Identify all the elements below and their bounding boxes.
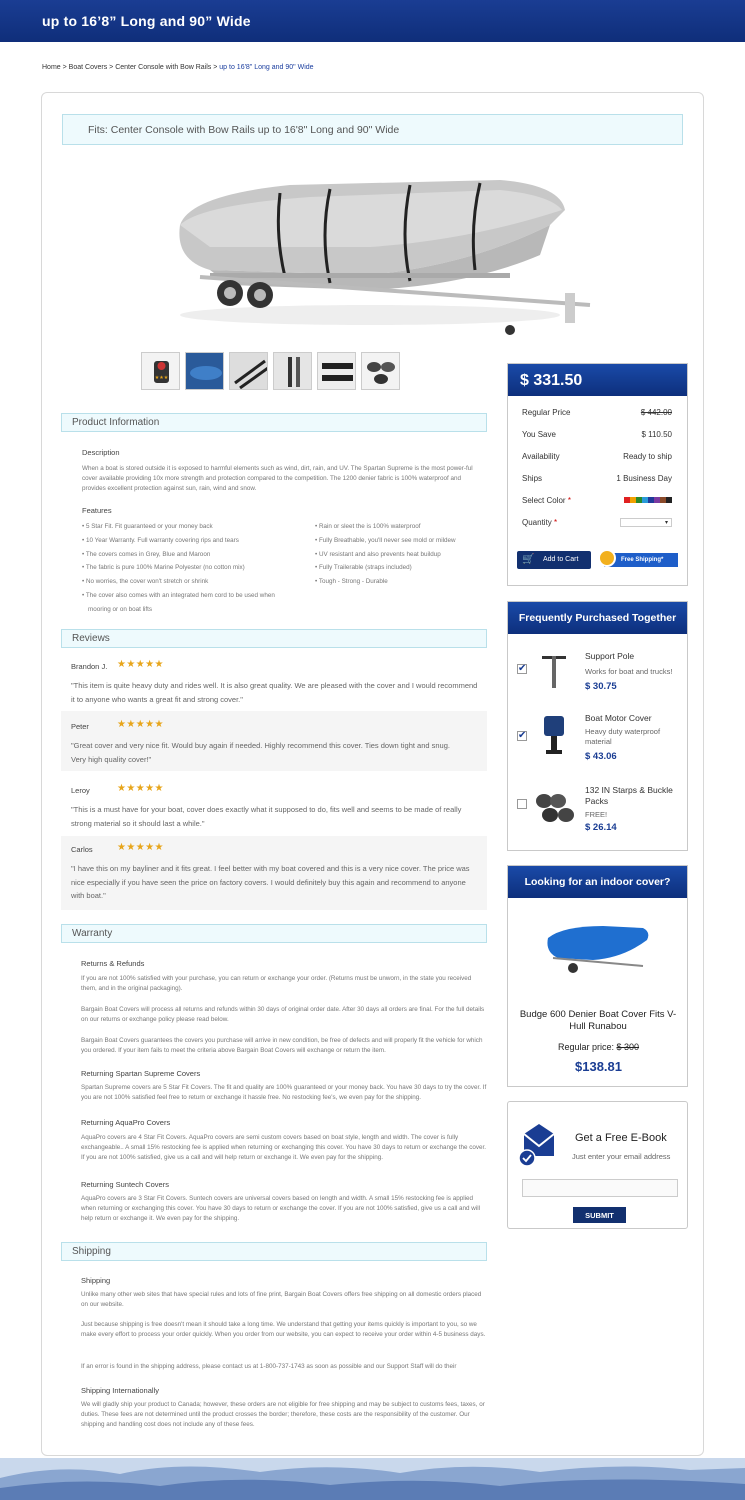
- fbt-item: [508, 647, 689, 707]
- breadcrumb-home[interactable]: Home: [42, 64, 61, 71]
- select-color-label: Select Color: [522, 496, 566, 505]
- features-list-left: [82, 520, 312, 617]
- breadcrumb-separator: >: [211, 64, 220, 71]
- thumbnail-strap-detail[interactable]: [229, 352, 268, 390]
- review-text: "This item is quite heavy duty and rides well. It is also great quality. We are pleased with the cover and I would recommend it to anyone who wants a great fit and strong cover.": [71, 681, 478, 704]
- star-rating-icon: ★★★★★: [117, 783, 164, 794]
- shipping-title: Shipping: [81, 1276, 111, 1285]
- feature-item: • 5 Star Fit. Fit guaranteed or your money back: [82, 523, 213, 530]
- page-title: up to 16’8” Long and 90” Wide: [42, 13, 251, 29]
- aquapro-title: Returning AquaPro Covers: [81, 1118, 171, 1127]
- ships-row: [522, 474, 672, 483]
- support-pole-icon: [534, 650, 574, 690]
- indoor-heading: Looking for an indoor cover?: [508, 866, 687, 898]
- description-text: When a boat is stored outside it is exposed to harmful elements such as wind, dirt, rain, and UV. The Spartan Supreme is the most power-ful cover available providing 10x more strength and protection compared to the competition. The 1200 denier fabric is 100% waterproof and provides excellent protection against sun, rain, wind and snow.: [82, 465, 473, 492]
- fbt-item-price: $ 26.14: [585, 822, 617, 833]
- fbt-item: [508, 709, 689, 769]
- returns-text: If you are not 100% satisfied with your purchase, you can return or exchange your order. (Returns must be unworn, in the state you received them, and in the original packaging).: [81, 975, 472, 992]
- ebook-subtitle: Just enter your email address: [572, 1152, 671, 1161]
- you-save-label: You Save: [522, 430, 556, 439]
- you-save-row: [522, 430, 672, 439]
- reviewer-name: Peter: [71, 722, 89, 731]
- review-text: "Great cover and very nice fit. Would buy again if needed. Highly recommend this cover. Ties down tight and snug. Very high quality cover!": [71, 741, 450, 764]
- thumbnail-buckle[interactable]: [273, 352, 312, 390]
- fbt-checkbox[interactable]: [517, 799, 527, 809]
- feature-item: • UV resistant and also prevents heat buildup: [315, 550, 441, 558]
- description-title: Description: [82, 448, 120, 457]
- breadcrumb-separator: >: [60, 64, 69, 71]
- feature-item: • 10 Year Warranty. Full warranty covering rips and tears: [82, 536, 239, 544]
- ships-value: 1 Business Day: [616, 474, 672, 483]
- reviewer-name: Leroy: [71, 786, 90, 795]
- free-shipping-badge: [604, 553, 678, 567]
- features-title: Features: [82, 506, 112, 515]
- product-information-heading: Product Information: [61, 413, 487, 432]
- add-to-cart-label: Add to Cart: [543, 556, 579, 563]
- thumbnail-5-star-fit[interactable]: [141, 352, 180, 390]
- availability-row: [522, 452, 672, 461]
- indoor-cover-box: [507, 865, 688, 1087]
- submit-button[interactable]: SUBMIT: [573, 1207, 626, 1223]
- fits-banner: Fits: Center Console with Bow Rails up to 16'8" Long and 90" Wide: [62, 114, 683, 145]
- add-to-cart-button[interactable]: [517, 551, 591, 569]
- select-color-row: [522, 496, 672, 505]
- frequently-purchased-box: [507, 601, 688, 851]
- warranty-heading: Warranty: [61, 924, 487, 943]
- shipping-text: Just because shipping is free doesn't mean it should take a long time. We understand that getting your items quickly is important to you, so we make every effort to process your order quickly. When you order from our website, you can expect to receive your order within 4-5 business days.: [81, 1321, 486, 1338]
- spartan-title: Returning Spartan Supreme Covers: [81, 1069, 201, 1078]
- thumbnail-straps[interactable]: [317, 352, 356, 390]
- suntech-title: Returning Suntech Covers: [81, 1180, 169, 1189]
- cart-icon: 🛒: [522, 554, 535, 565]
- sale-price: $ 331.50: [508, 364, 687, 396]
- indoor-product-name[interactable]: Budge 600 Denier Boat Cover Fits V- Hull Runabou: [519, 1009, 677, 1032]
- breadcrumb-category[interactable]: Center Console with Bow Rails: [115, 64, 212, 71]
- svg-text:★★★: ★★★: [154, 375, 169, 381]
- feature-item: • Tough - Strong - Durable: [315, 578, 388, 586]
- suntech-text: AquaPro covers are 3 Star Fit Covers. Suntech covers are universal covers based on length and width. A small 15% restocking fee is applied when returning or exchanging this cover. You have 30 days to return or exchange the cover. If you are not 100% satisfied, give us a call and will help return or exchange it. We even pay for the shipping.: [81, 1195, 481, 1222]
- indoor-regular-label: Regular price:: [557, 1042, 614, 1052]
- you-save-value: $ 110.50: [641, 430, 672, 439]
- color-swatches: [624, 497, 672, 503]
- motor-cover-icon: [534, 712, 574, 757]
- returns-text: Bargain Boat Covers guarantees the covers you purchase will arrive in new condition, be free of defects and will properly fit the vehicle for which you ordered. If your item fails to meet the criteria above Bargain Boat Covers will exchange or return the item.: [81, 1037, 483, 1054]
- fbt-item-price: $ 43.06: [585, 751, 617, 762]
- aquapro-text: AquaPro covers are 4 Star Fit Covers. AquaPro covers are semi custom covers based on boat style, length and width. The cover is fully exchangeable.. A small 15% restocking fee is applied when returning or exchanging this cover. You have 30 days to return or exchange the cover. If you are not 100% satisfied, give us a call and will help return or exchange it. We even pay for the shipping.: [81, 1134, 487, 1161]
- fbt-item-name[interactable]: Support Pole: [585, 651, 635, 661]
- envelope-check-icon: [518, 1122, 560, 1168]
- ships-label: Ships: [522, 474, 543, 483]
- mountain-footer: [0, 1458, 745, 1500]
- strap-packs-icon: [534, 787, 576, 827]
- breadcrumb: [42, 64, 314, 71]
- email-field[interactable]: [522, 1179, 678, 1197]
- features-list-right: [315, 520, 485, 589]
- breadcrumb-separator: >: [107, 64, 116, 71]
- regular-price-label: Regular Price: [522, 408, 571, 417]
- star-rating-icon: ★★★★★: [117, 842, 164, 853]
- feature-item: • No worries, the cover won't stretch or shrink: [82, 578, 209, 586]
- shipping-heading: Shipping: [61, 1242, 487, 1261]
- thumbnail-strip: [141, 352, 400, 390]
- color-swatch[interactable]: [666, 497, 672, 503]
- review-text: "I have this on my bayliner and it fits great. I feel better with my boat covered and this is a very nice cover. The price was nice especially if you have seen the price on factory covers. I would definitely buy this again and recommend to anyone with boat.": [71, 864, 470, 900]
- returns-text: Bargain Boat Covers will process all returns and refunds within 30 days of original order date. After 30 days all orders are final. For the full details on our returns or exchange policy please read below.: [81, 1006, 485, 1023]
- intl-shipping-title: Shipping Internationally: [81, 1386, 159, 1395]
- reviewer-name: Carlos: [71, 845, 93, 854]
- thumbnail-blue-cover[interactable]: [185, 352, 224, 390]
- ebook-title: Get a Free E-Book: [575, 1132, 667, 1144]
- feature-item: • The covers comes in Grey, Blue and Maroon: [82, 550, 211, 558]
- feature-item: mooring or on boat lifts: [88, 605, 153, 613]
- feature-item: • Fully Trailerable (straps included): [315, 564, 412, 572]
- availability-value: Ready to ship: [623, 452, 672, 461]
- indoor-cover-image[interactable]: [543, 918, 655, 983]
- fbt-item-name[interactable]: Boat Motor Cover: [585, 713, 652, 723]
- star-rating-icon: ★★★★★: [117, 659, 164, 670]
- fbt-item-name[interactable]: 132 IN Starps & Buckle Packs: [585, 785, 673, 806]
- ebook-box: [507, 1101, 688, 1229]
- quantity-select[interactable]: [620, 518, 672, 527]
- intl-shipping-text: We will gladly ship your product to Canada; however, these orders are not eligible for free shipping and may be subject to customs fees, taxes, or duties. These fees are not determined until the product crosses the border; therefore, these costs are the responsibility of the customer. Our shipping and handling cost does not include any of these fees.: [81, 1401, 485, 1428]
- fbt-item-desc: FREE!: [585, 810, 608, 819]
- indoor-sale-price: $138.81: [575, 1059, 622, 1074]
- badge-seal-icon: [598, 549, 616, 567]
- indoor-regular-price: [508, 1042, 689, 1052]
- required-mark: *: [554, 518, 558, 527]
- feature-item: • Rain or sleet the is 100% waterproof: [315, 523, 421, 530]
- indoor-regular-value: $ 300: [616, 1042, 640, 1052]
- feature-item: • The cover also comes with an integrated hem cord to be used when: [82, 591, 275, 599]
- fbt-heading: Frequently Purchased Together: [508, 602, 687, 634]
- review-text: "This is a must have for your boat, cover does exactly what it supposed to do, fits well and seems to be made of really strong material so it should last a while.": [71, 805, 462, 828]
- reviews-heading: Reviews: [61, 629, 487, 648]
- quantity-row: [522, 518, 672, 527]
- breadcrumb-boat-covers[interactable]: Boat Covers: [68, 64, 108, 71]
- breadcrumb-current: up to 16'8" Long and 90" Wide: [219, 64, 314, 71]
- availability-label: Availability: [522, 452, 560, 461]
- spartan-text: Spartan Supreme covers are 5 Star Fit Covers. The fit and quality are 100% guaranteed or your money back. You have 30 days to try the cover. If you are not 100% satisfied feel free to return or exchange it hassle free. No restocking fee's, we even pay for the shipping.: [81, 1084, 487, 1101]
- returns-title: Returns & Refunds: [81, 959, 145, 968]
- regular-price-value: $ 442.00: [640, 408, 672, 417]
- feature-item: • Fully Breathable, you'll never see mold or mildew: [315, 536, 456, 544]
- fbt-checkbox[interactable]: ✔: [518, 663, 527, 674]
- star-rating-icon: ★★★★★: [117, 719, 164, 730]
- shipping-text: If an error is found in the shipping address, please contact us at 1-800-737-1743 as soon as possible and our Support Staff will do their: [81, 1363, 457, 1370]
- chevron-down-icon: ▾: [664, 520, 668, 526]
- boat-cover-image: [170, 165, 600, 340]
- quantity-label: Quantity: [522, 518, 552, 527]
- fbt-item-price: $ 30.75: [585, 681, 617, 692]
- required-mark: *: [567, 496, 571, 505]
- fbt-item: [508, 781, 689, 841]
- feature-item: • The fabric is pure 100% Marine Polyester (no cotton mix): [82, 564, 245, 572]
- fbt-checkbox[interactable]: ✔: [518, 730, 527, 741]
- price-box: [507, 363, 688, 586]
- shipping-text: Unlike many other web sites that have special rules and lots of fine print, Bargain Boat Covers offers free shipping on all domestic orders placed on our website.: [81, 1291, 482, 1308]
- thumbnail-strap-packs[interactable]: [361, 352, 400, 390]
- regular-price-row: [522, 408, 672, 417]
- fbt-item-desc: Heavy duty waterproof material: [585, 727, 661, 746]
- top-banner: [0, 0, 745, 42]
- reviewer-name: Brandon J.: [71, 662, 108, 671]
- free-shipping-label: Free Shipping*: [621, 557, 664, 563]
- fbt-item-desc: Works for boat and trucks!: [585, 667, 673, 676]
